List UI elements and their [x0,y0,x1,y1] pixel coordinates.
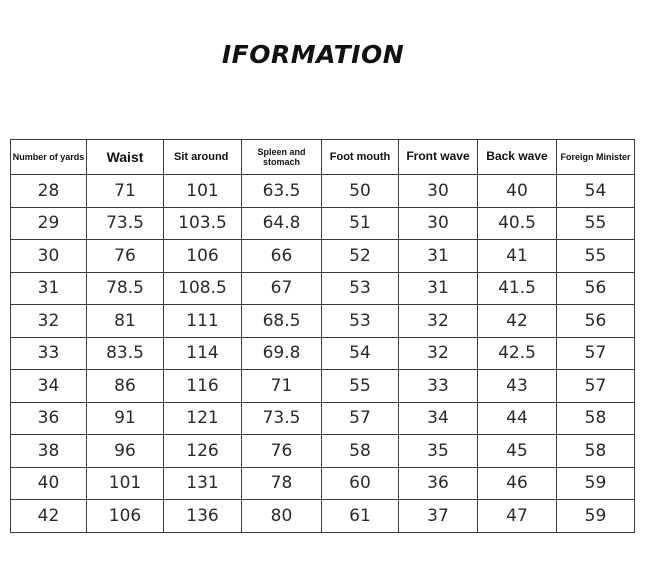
cell-spleen-and-stomach: 67 [242,272,322,305]
cell-foot-mouth: 53 [322,272,399,305]
cell-foreign-minister: 58 [557,402,635,435]
cell-foreign-minister: 59 [557,500,635,533]
cell-front-wave: 33 [399,370,478,403]
cell-sit-around: 106 [164,240,242,273]
cell-spleen-and-stomach: 78 [242,467,322,500]
cell-back-wave: 40.5 [478,207,557,240]
cell-back-wave: 42.5 [478,337,557,370]
cell-front-wave: 34 [399,402,478,435]
cell-yards: 36 [11,402,87,435]
cell-sit-around: 126 [164,435,242,468]
cell-waist: 83.5 [87,337,164,370]
cell-front-wave: 31 [399,240,478,273]
cell-foot-mouth: 52 [322,240,399,273]
cell-back-wave: 41 [478,240,557,273]
cell-spleen-and-stomach: 64.8 [242,207,322,240]
cell-yards: 31 [11,272,87,305]
cell-sit-around: 131 [164,467,242,500]
header-foreign-minister: Foreign Minister [557,140,635,175]
header-number-of-yards: Number of yards [11,140,87,175]
cell-foreign-minister: 54 [557,175,635,208]
cell-sit-around: 116 [164,370,242,403]
cell-waist: 86 [87,370,164,403]
cell-foreign-minister: 58 [557,435,635,468]
cell-foot-mouth: 53 [322,305,399,338]
cell-front-wave: 35 [399,435,478,468]
header-waist: Waist [87,140,164,175]
cell-back-wave: 42 [478,305,557,338]
cell-yards: 38 [11,435,87,468]
cell-foreign-minister: 55 [557,240,635,273]
cell-sit-around: 103.5 [164,207,242,240]
table-row [11,435,635,468]
cell-waist: 73.5 [87,207,164,240]
cell-foreign-minister: 56 [557,272,635,305]
cell-yards: 28 [11,175,87,208]
page-title: IFORMATION [221,40,405,69]
cell-waist: 96 [87,435,164,468]
cell-sit-around: 101 [164,175,242,208]
cell-back-wave: 40 [478,175,557,208]
cell-waist: 101 [87,467,164,500]
cell-waist: 78.5 [87,272,164,305]
cell-waist: 91 [87,402,164,435]
cell-front-wave: 32 [399,305,478,338]
cell-foreign-minister: 55 [557,207,635,240]
cell-yards: 30 [11,240,87,273]
cell-front-wave: 31 [399,272,478,305]
cell-spleen-and-stomach: 63.5 [242,175,322,208]
table-row [11,207,635,240]
cell-yards: 40 [11,467,87,500]
cell-spleen-and-stomach: 71 [242,370,322,403]
cell-waist: 71 [87,175,164,208]
cell-yards: 33 [11,337,87,370]
cell-back-wave: 47 [478,500,557,533]
cell-back-wave: 45 [478,435,557,468]
cell-foreign-minister: 57 [557,370,635,403]
header-front-wave: Front wave [399,140,478,175]
cell-back-wave: 46 [478,467,557,500]
cell-yards: 42 [11,500,87,533]
header-spleen-and-stomach: Spleen and stomach [242,140,322,175]
table-body [11,175,635,533]
cell-spleen-and-stomach: 66 [242,240,322,273]
cell-yards: 34 [11,370,87,403]
cell-spleen-and-stomach: 73.5 [242,402,322,435]
cell-front-wave: 37 [399,500,478,533]
table-row [11,175,635,208]
cell-spleen-and-stomach: 69.8 [242,337,322,370]
table-row [11,337,635,370]
cell-waist: 76 [87,240,164,273]
cell-sit-around: 108.5 [164,272,242,305]
cell-foot-mouth: 50 [322,175,399,208]
cell-front-wave: 30 [399,175,478,208]
cell-foot-mouth: 57 [322,402,399,435]
cell-back-wave: 41.5 [478,272,557,305]
cell-sit-around: 136 [164,500,242,533]
header-back-wave: Back wave [478,140,557,175]
cell-spleen-and-stomach: 80 [242,500,322,533]
cell-foot-mouth: 55 [322,370,399,403]
cell-foreign-minister: 59 [557,467,635,500]
cell-foot-mouth: 61 [322,500,399,533]
table-row [11,402,635,435]
cell-back-wave: 44 [478,402,557,435]
cell-back-wave: 43 [478,370,557,403]
cell-foreign-minister: 56 [557,305,635,338]
header-sit-around: Sit around [164,140,242,175]
table-row [11,370,635,403]
table-row [11,240,635,273]
cell-spleen-and-stomach: 76 [242,435,322,468]
cell-sit-around: 121 [164,402,242,435]
table-row [11,467,635,500]
table-row [11,500,635,533]
cell-foreign-minister: 57 [557,337,635,370]
cell-yards: 32 [11,305,87,338]
cell-yards: 29 [11,207,87,240]
cell-spleen-and-stomach: 68.5 [242,305,322,338]
cell-sit-around: 114 [164,337,242,370]
cell-front-wave: 32 [399,337,478,370]
table-header-row [11,140,635,175]
cell-foot-mouth: 58 [322,435,399,468]
cell-foot-mouth: 60 [322,467,399,500]
cell-sit-around: 111 [164,305,242,338]
cell-foot-mouth: 54 [322,337,399,370]
cell-waist: 81 [87,305,164,338]
cell-front-wave: 30 [399,207,478,240]
cell-waist: 106 [87,500,164,533]
cell-front-wave: 36 [399,467,478,500]
header-foot-mouth: Foot mouth [322,140,399,175]
table-row [11,272,635,305]
table-row [11,305,635,338]
size-chart-table [10,139,635,533]
cell-foot-mouth: 51 [322,207,399,240]
